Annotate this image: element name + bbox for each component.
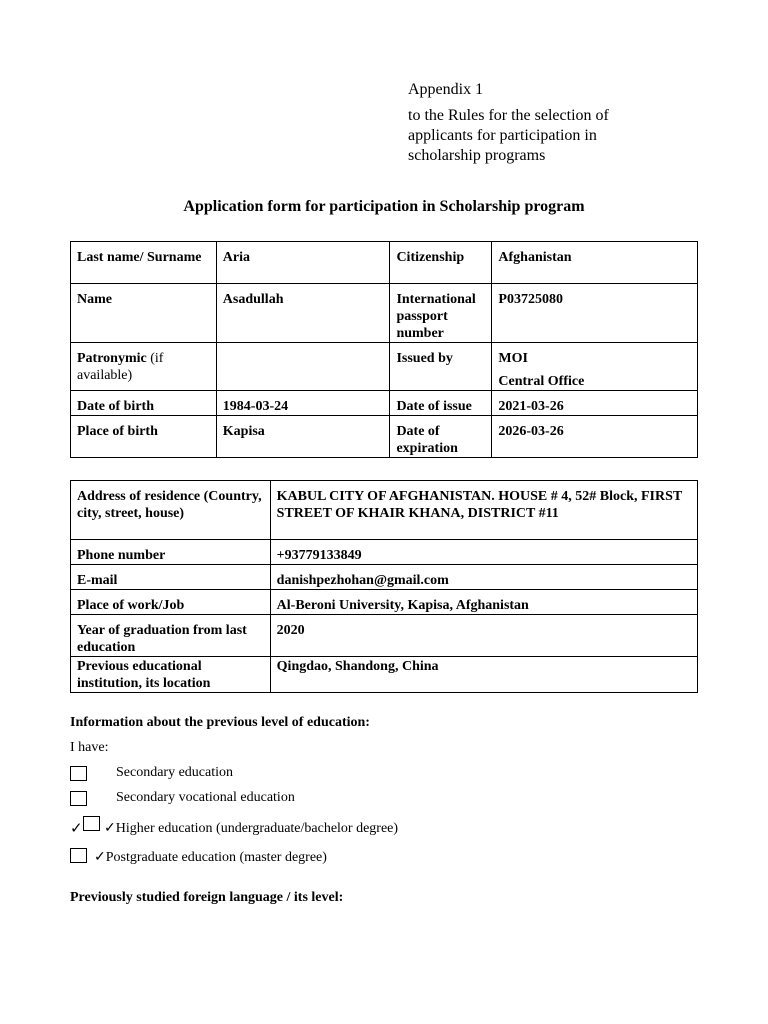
phone-value: +93779133849 (270, 540, 697, 565)
patronymic-label (71, 343, 217, 391)
table-row (71, 416, 698, 458)
table-row (71, 481, 698, 540)
institution-value: Qingdao, Shandong, China (270, 657, 697, 693)
citizenship-value: Afghanistan (492, 242, 698, 284)
checkbox-secondary-vocational[interactable] (70, 791, 87, 806)
table-row (71, 242, 698, 284)
appendix-block (408, 80, 609, 166)
form-title: Application form for participation in Scholarship program (183, 198, 585, 215)
passport-value: P03725080 (492, 284, 698, 343)
issued-by-line2: Central Office (498, 374, 585, 389)
last-name-value: Aria (216, 242, 390, 284)
patronymic-label-bold: Patronymic (77, 351, 147, 366)
appendix-title: Appendix 1 (408, 81, 484, 98)
table-row (71, 540, 698, 565)
table-row (71, 590, 698, 615)
email-value: danishpezhohan@gmail.com (270, 565, 697, 590)
personal-info-table (70, 241, 698, 458)
table-row (71, 391, 698, 416)
graduation-year-label: Year of graduation from last education (71, 615, 271, 657)
address-value: KABUL CITY OF AFGHANISTAN. HOUSE # 4, 52# Block, FIRST STREET OF KHAIR KHANA, DISTRICT #11 (270, 481, 697, 540)
pob-value: Kapisa (216, 416, 390, 458)
pob-label: Place of birth (71, 416, 217, 458)
checkbox-higher[interactable] (83, 816, 100, 831)
issued-by-line1: MOI (498, 351, 528, 366)
phone-label: Phone number (71, 540, 271, 565)
address-label: Address of residence (Country, city, street, house) (71, 481, 271, 540)
issue-date-value: 2021-03-26 (492, 391, 698, 416)
checkbox-secondary[interactable] (70, 766, 87, 781)
passport-label: International passport number (390, 284, 492, 343)
dob-label: Date of birth (71, 391, 217, 416)
citizenship-label: Citizenship (390, 242, 492, 284)
job-label: Place of work/Job (71, 590, 271, 615)
name-value: Asadullah (216, 284, 390, 343)
education-heading: Information about the previous level of education: (70, 715, 370, 730)
last-name-label: Last name/ Surname (71, 242, 217, 284)
issued-by-label: Issued by (390, 343, 492, 391)
option-label: Secondary vocational education (116, 790, 295, 805)
institution-label: Previous educational institution, its location (71, 657, 271, 693)
table-row (71, 343, 698, 391)
option-label: ✓Postgraduate education (master degree) (94, 850, 327, 865)
email-label: E-mail (71, 565, 271, 590)
option-label: Secondary education (116, 765, 234, 780)
table-row (71, 284, 698, 343)
patronymic-label-note: (if available) (77, 351, 164, 383)
appendix-line: applicants for participation in (408, 127, 597, 144)
appendix-line: scholarship programs (408, 147, 546, 164)
table-row (71, 657, 698, 693)
patronymic-value (216, 343, 390, 391)
issued-by-value (492, 343, 698, 391)
expiration-value: 2026-03-26 (492, 416, 698, 458)
language-heading: Previously studied foreign language / its level: (70, 890, 344, 905)
check-mark-icon: ✓ (70, 819, 83, 837)
dob-value: 1984-03-24 (216, 391, 390, 416)
issue-date-label: Date of issue (390, 391, 492, 416)
job-value: Al-Beroni University, Kapisa, Afghanistan (270, 590, 697, 615)
education-intro: I have: (70, 740, 109, 755)
option-label: ✓Higher education (undergraduate/bachelor degree) (104, 821, 399, 836)
contact-info-table (70, 480, 698, 693)
expiration-label: Date of expiration (390, 416, 492, 458)
table-row (71, 615, 698, 657)
appendix-line: to the Rules for the selection of (408, 107, 609, 124)
checkbox-postgraduate[interactable] (70, 848, 87, 863)
name-label: Name (71, 284, 217, 343)
graduation-year-value: 2020 (270, 615, 697, 657)
table-row (71, 565, 698, 590)
